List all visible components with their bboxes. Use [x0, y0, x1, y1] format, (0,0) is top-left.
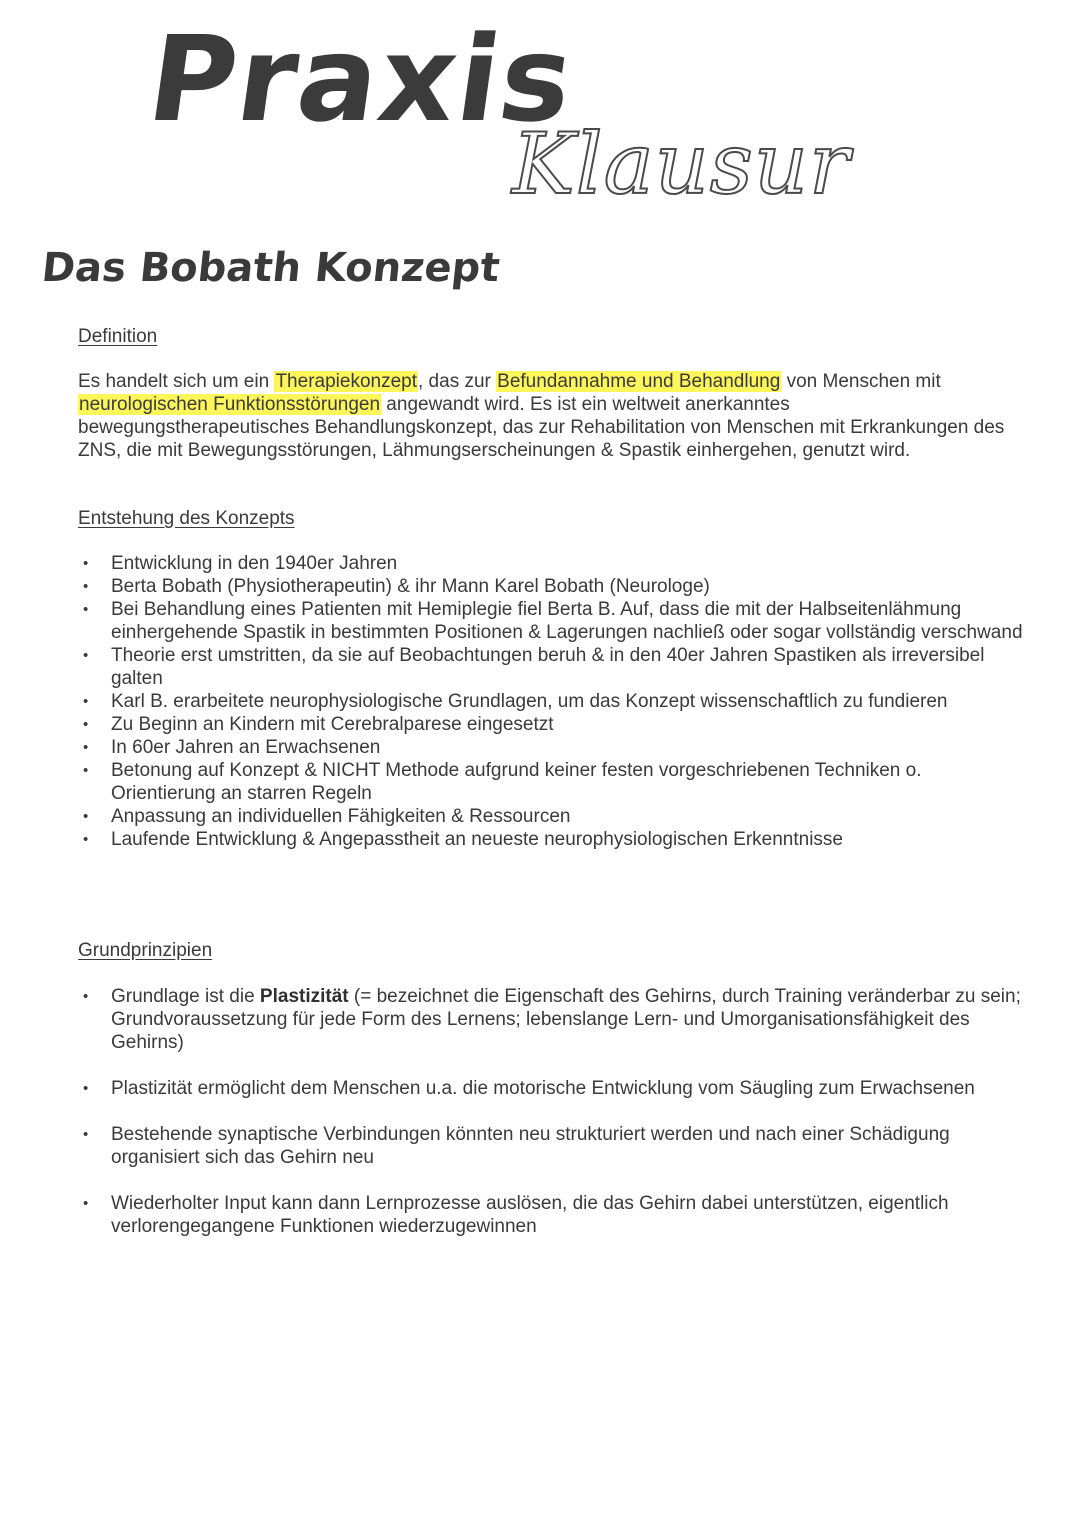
entstehung-section [78, 507, 1023, 851]
list-item: • Entwicklung in den 1940er Jahren [78, 552, 1023, 575]
definition-text: von Menschen mit [781, 371, 941, 392]
title-klausur: Klausur [512, 115, 851, 213]
item-text: Grundlage ist die [111, 986, 260, 1007]
title-praxis: Praxis [140, 10, 583, 148]
list-item: • Betonung auf Konzept & NICHT Methode aufgrund keiner festen vorgeschriebenen Techniken o. Orientierung an starren Regeln [78, 759, 1023, 805]
list-item: • Zu Beginn an Kindern mit Cerebralparese eingesetzt [78, 713, 1023, 736]
list-item: • Wiederholter Input kann dann Lernprozesse auslösen, die das Gehirn dabei unterstützen, eigentlich verlorengegangene Funktionen wiederzugewinnen [78, 1192, 1023, 1238]
list-item: • Laufende Entwicklung & Angepasstheit an neueste neurophysiologischen Erkenntnisse [78, 828, 1023, 851]
definition-paragraph [78, 370, 1023, 462]
grundprinzipien-list [78, 985, 1023, 1238]
list-item: • In 60er Jahren an Erwachsenen [78, 736, 1023, 759]
list-item: • Bei Behandlung eines Patienten mit Hemiplegie fiel Berta B. Auf, dass die mit der Halbseitenlähmung einhergehende Spastik in bestimmten Positionen & Lagerungen nachließ oder sogar vollständig verschwand [78, 598, 1023, 644]
item-text: (= bezeichnet die Eigenschaft des Gehirns, durch Training veränderbar zu sein; Grundvoraussetzung für jede Form des Lernens; lebenslange Lern- und Umorganisationsfähigkeit des Gehirns) [111, 986, 1021, 1053]
grundprinzipien-heading: Grundprinzipien [78, 940, 213, 961]
list-item: • Plastizität ermöglicht dem Menschen u.a. die motorische Entwicklung vom Säugling zum Erwachsenen [78, 1077, 1023, 1100]
entstehung-list [78, 552, 1023, 851]
list-item: • Berta Bobath (Physiotherapeutin) & ihr Mann Karel Bobath (Neurologe) [78, 575, 1023, 598]
grundprinzipien-section [78, 939, 1023, 1261]
definition-section [78, 325, 1023, 462]
highlight-befundannahme: Befundannahme und Behandlung [497, 371, 781, 392]
list-item: • Karl B. erarbeitete neurophysiologische Grundlagen, um das Konzept wissenschaftlich zu fundieren [78, 690, 1023, 713]
list-item: • Theorie erst umstritten, da sie auf Beobachtungen beruh & in den 40er Jahren Spastiken als irreversibel galten [78, 644, 1023, 690]
definition-text: , das zur [418, 371, 497, 392]
list-item: • Anpassung an individuellen Fähigkeiten & Ressourcen [78, 805, 1023, 828]
entstehung-heading: Entstehung des Konzepts [78, 508, 295, 529]
list-item: • Bestehende synaptische Verbindungen könnten neu strukturiert werden und nach einer Schädigung organisiert sich das Gehirn neu [78, 1123, 1023, 1169]
highlight-therapiekonzept: Therapiekonzept [275, 371, 417, 392]
page-title: Das Bobath Konzept [39, 245, 502, 291]
highlight-funktionsstoerungen: neurologischen Funktionsstörungen [79, 394, 381, 415]
definition-heading: Definition [78, 326, 158, 347]
definition-text: Es handelt sich um ein [78, 371, 275, 392]
term-plastizitaet: Plastizität [259, 986, 349, 1007]
list-item [78, 985, 1023, 1054]
definition-text: angewandt wird. Es ist ein weltweit anerkanntes bewegungstherapeutisches Behandlungskonzept, das zur Rehabilitation von Menschen mit Erkrankungen des ZNS, die mit Bewegungsstörungen, Lähmungserscheinungen & Spastik einhergehen, genutzt wird. [78, 394, 1005, 461]
